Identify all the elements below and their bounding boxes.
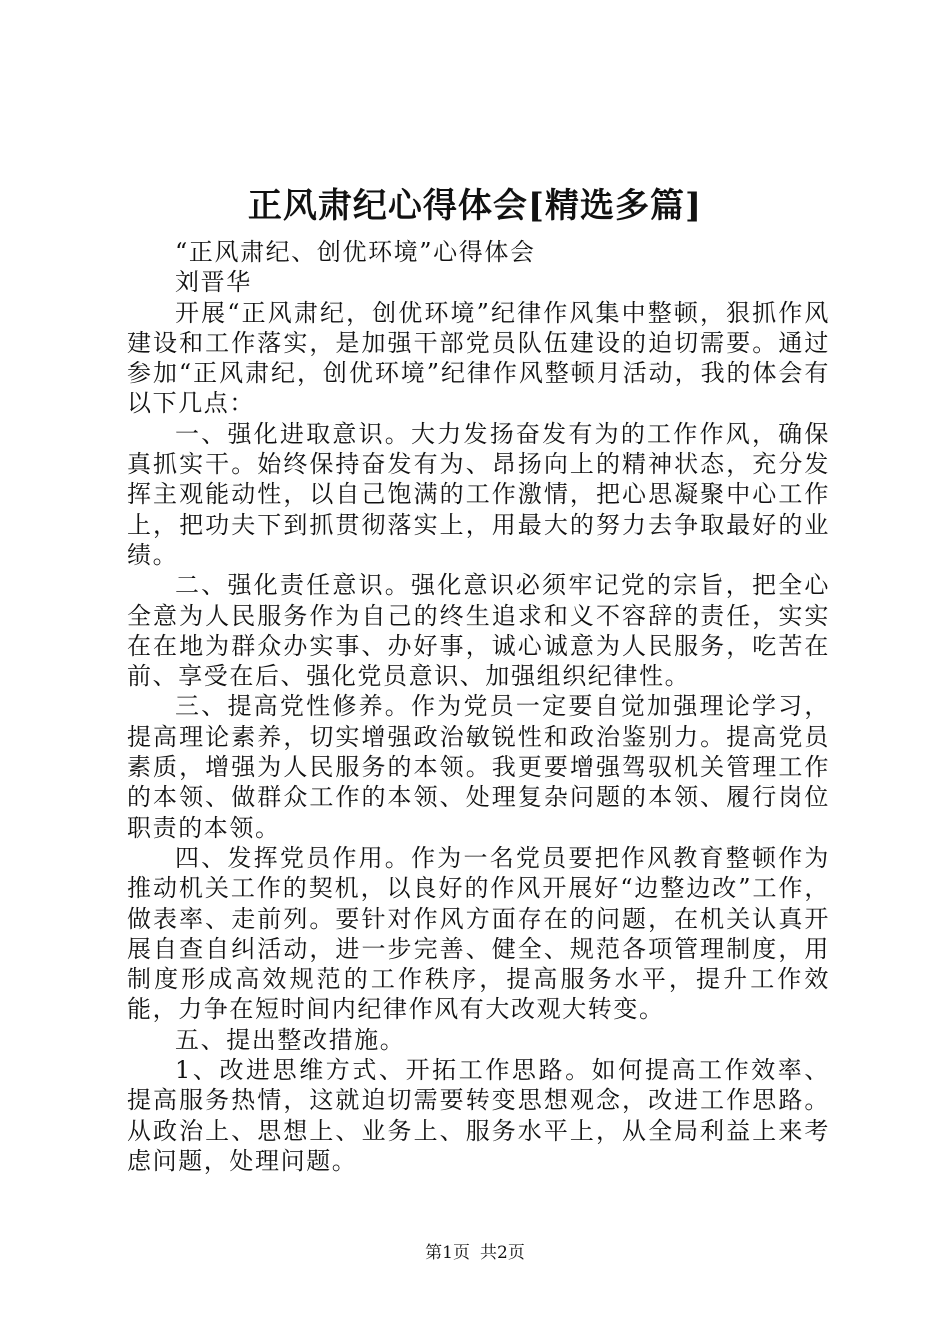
paragraph: 五、提出整改措施。 — [175, 1025, 406, 1054]
paragraph: 1、改进思维方式、开拓工作思路。如何提高工作效率、提高服务热情，这就迫切需要转变思想观念，改进工作思路。从政治上、思想上、业务上、服务水平上，从全局利益上来考虑问题，处理问题。 — [127, 1056, 830, 1175]
page-footer — [0, 1241, 950, 1265]
paragraph: 三、提高党性修养。作为党员一定要自觉加强理论学习，提高理论素养，切实增强政治敏锐性和政治鉴别力。提高党员素质，增强为人民服务的本领。我更要增强驾驭机关管理工作的本领、做群众工作的本领、处理复杂问题的本领、履行岗位职责的本领。 — [127, 692, 830, 842]
paragraph: 一、强化进取意识。大力发扬奋发有为的工作作风，确保真抓实干。始终保持奋发有为、昂扬向上的精神状态，充分发挥主观能动性，以自己饱满的工作激情，把心思凝聚中心工作上，把功夫下到抓贯彻落实上，用最大的努力去争取最好的业绩。 — [127, 419, 830, 569]
page-total: 共2页 — [480, 1243, 525, 1263]
paragraph: 二、强化责任意识。强化意识必须牢记党的宗旨，把全心全意为人民服务作为自己的终生追求和义不容辞的责任，实实在在地为群众办实事、办好事，诚心诚意为人民服务，吃苦在前、享受在后、强化党员意识、加强组织纪律性。 — [127, 571, 830, 691]
document-title: 正风肃纪心得体会[精选多篇] — [247, 186, 703, 226]
page-number: 第1页 — [425, 1243, 470, 1263]
paragraph: 开展“正风肃纪，创优环境”纪律作风集中整顿，狠抓作风建设和工作落实，是加强干部党员队伍建设的迫切需要。通过参加“正风肃纪，创优环境”纪律作风整顿月活动，我的体会有以下几点： — [127, 298, 830, 418]
paragraph: 四、发挥党员作用。作为一名党员要把作风教育整顿作为推动机关工作的契机，以良好的作风开展好“边整边改”工作，做表率、走前列。要针对作风方面存在的问题，在机关认真开展自查自纠活动，进一步完善、健全、规范各项管理制度，用制度形成高效规范的工作秩序，提高服务水平，提升工作效能，力争在短时间内纪律作风有大改观大转变。 — [127, 843, 830, 1024]
document-body — [127, 237, 830, 1176]
document-author: 刘晋华 — [175, 268, 252, 297]
document-subtitle: “正风肃纪、创优环境”心得体会 — [175, 238, 536, 266]
